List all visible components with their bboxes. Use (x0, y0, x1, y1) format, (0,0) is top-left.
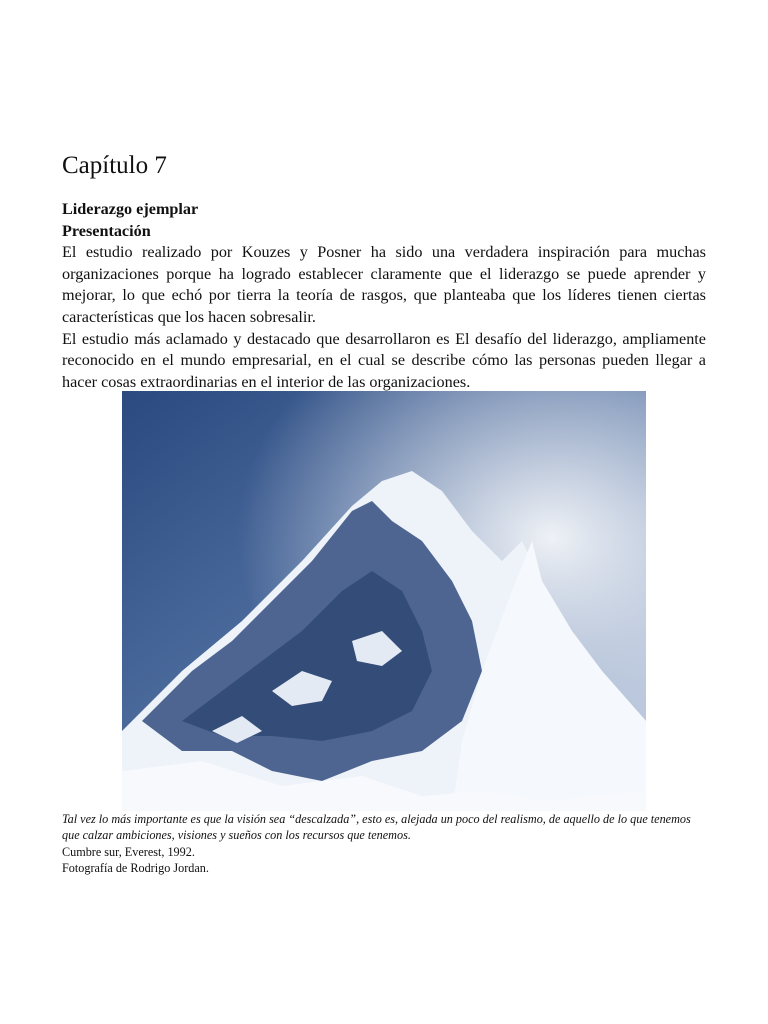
section-subheading: Presentación (62, 221, 151, 240)
paragraph: El estudio más aclamado y destacado que desarrollaron es El desafío del liderazgo, ampliamente reconocido en el mundo empresarial, en el cual se describe cómo las personas pueden llegar a hacer cosas extraordinarias en el interior de las organizaciones. (62, 329, 706, 391)
everest-summit-photo (122, 391, 646, 811)
document-page (62, 0, 706, 1024)
paragraph: El estudio realizado por Kouzes y Posner ha sido una verdadera inspiración para muchas organizaciones porque ha logrado establecer claramente que el liderazgo se puede aprender y mejorar, lo que echó por tierra la teoría de rasgos, que planteaba que los líderes tienen ciertas características que los hacen sobresalir. (62, 243, 706, 326)
section-body (62, 199, 706, 393)
mountain-illustration (122, 391, 646, 811)
section-heading: Liderazgo ejemplar (62, 200, 199, 218)
figure-caption (62, 811, 706, 877)
photo-location: Cumbre sur, Everest, 1992. (62, 844, 195, 859)
caption-quote: Tal vez lo más importante es que la visión sea “descalzada”, esto es, alejada un poco del realismo, de aquello de lo que tenemos que calzar ambiciones, visiones y sueños con los recursos que tenemos. (62, 812, 691, 843)
photo-credit: Fotografía de Rodrigo Jordan. (62, 861, 209, 876)
chapter-title: Capítulo 7 (62, 152, 167, 179)
